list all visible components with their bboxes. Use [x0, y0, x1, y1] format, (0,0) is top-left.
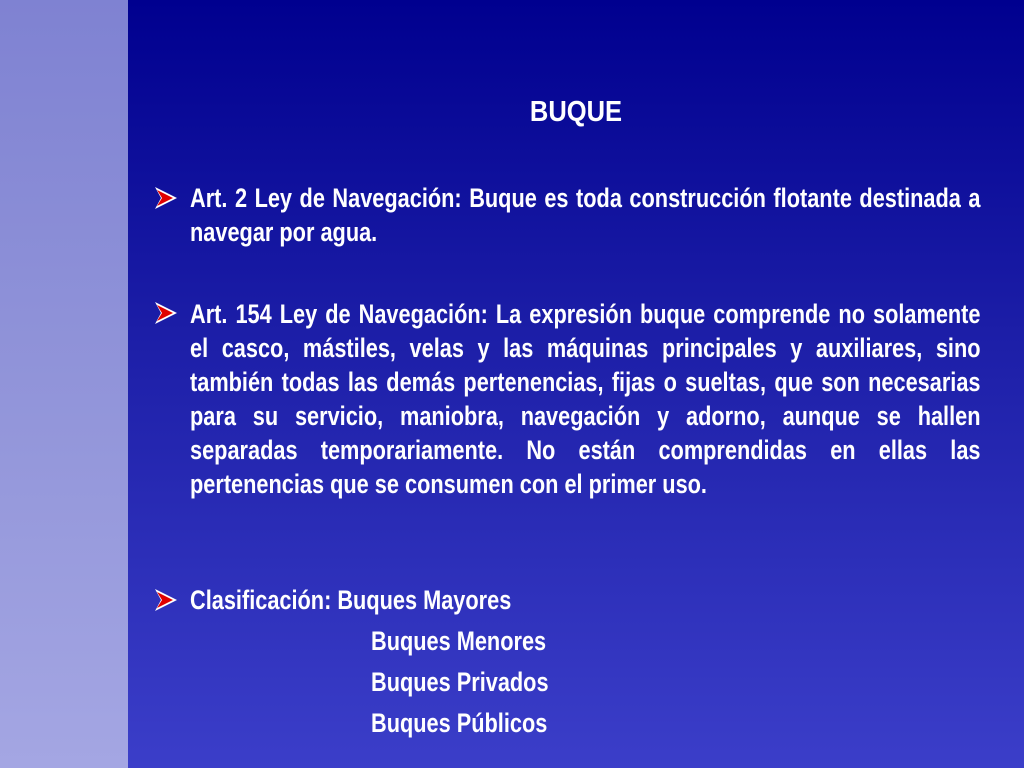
side-panel	[0, 0, 128, 768]
classification-item-publicos: Buques Públicos	[371, 708, 548, 738]
arrowhead-bullet-icon	[154, 185, 178, 211]
arrowhead-bullet-icon	[154, 587, 178, 613]
classification-item-privados: Buques Privados	[371, 667, 549, 697]
bullet-art-2: Art. 2 Ley de Navegación: Buque es toda construcción flotante destinada a navegar por agua.	[190, 183, 981, 247]
bullet-clasificacion: Clasificación: Buques Mayores	[190, 585, 512, 615]
slide-title: BUQUE	[529, 96, 623, 128]
arrowhead-bullet-icon	[154, 300, 178, 326]
classification-item-menores: Buques Menores	[371, 626, 547, 656]
bullet-art-154: Art. 154 Ley de Navegación: La expresión buque comprende no solamente el casco, mástiles, velas y las máquinas principales y auxiliares, sino también todas las demás pertenencias, fijas o sueltas, que son necesarias para su servicio, maniobra, navegación y adorno, aunque se hallen separadas temporariamente. No están comprendidas en ellas las pertenencias que se consumen con el primer uso.	[190, 299, 981, 499]
